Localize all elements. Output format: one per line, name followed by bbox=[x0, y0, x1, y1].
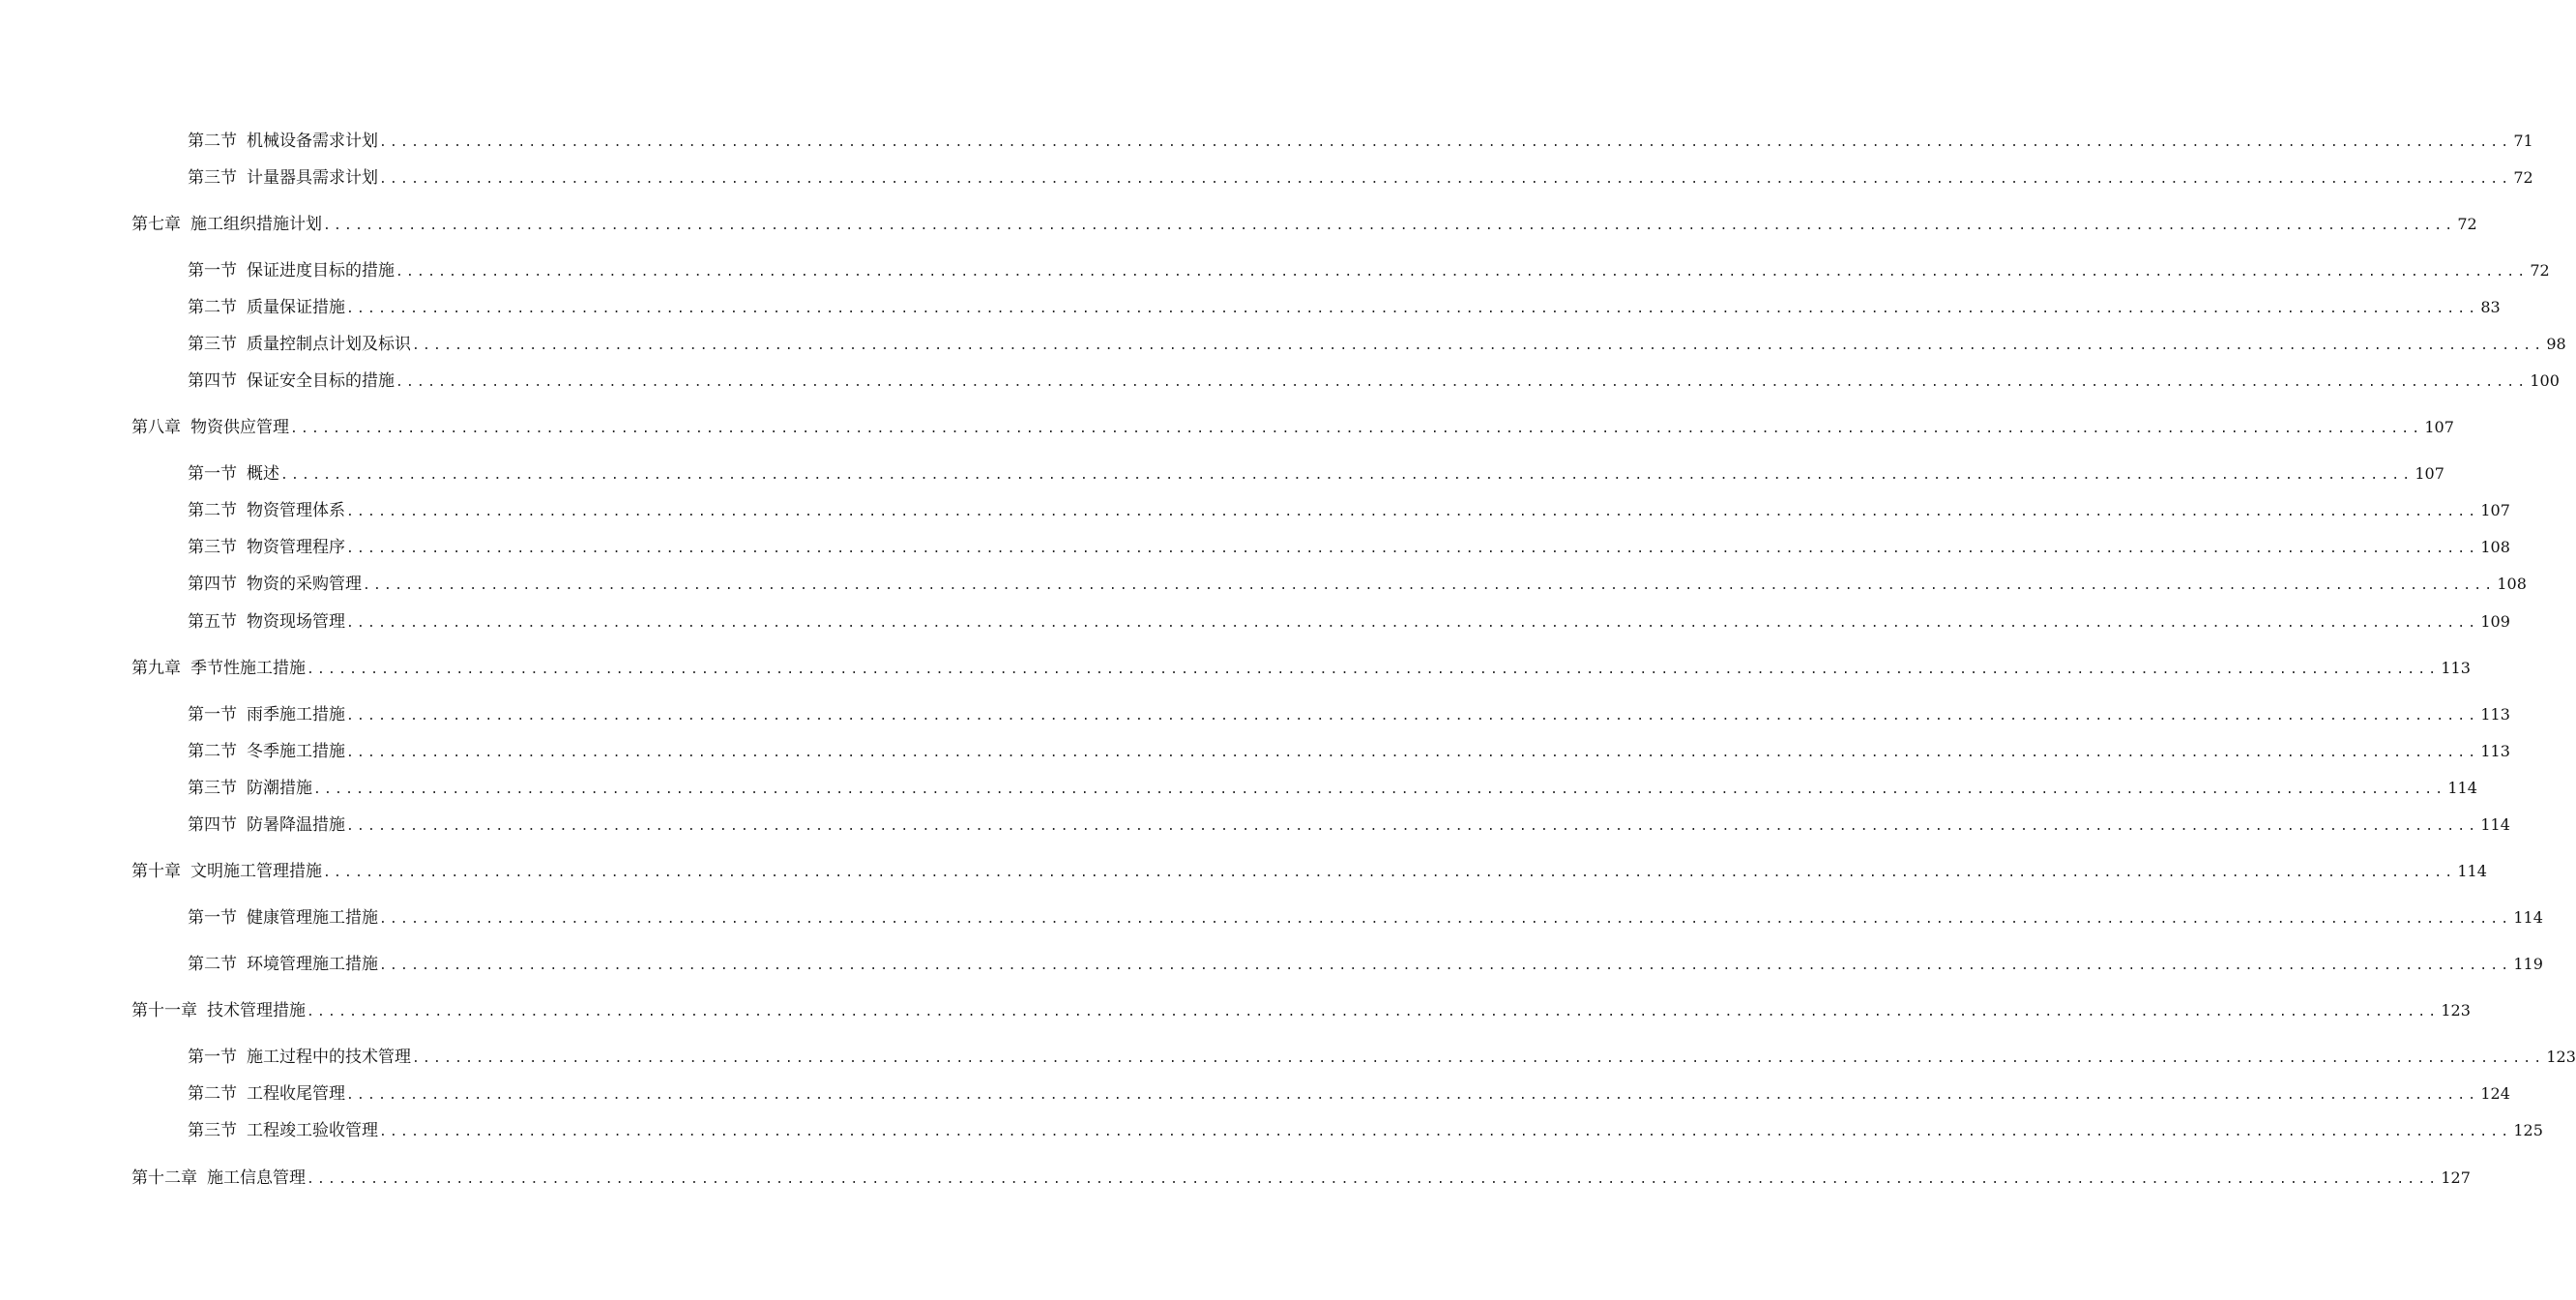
entry-title: 机械设备需求计划 bbox=[247, 132, 378, 151]
entry-title: 保证进度目标的措施 bbox=[247, 261, 395, 281]
toc-chapter-entry[interactable] bbox=[132, 1167, 2471, 1190]
toc-section-entry[interactable] bbox=[188, 1046, 2576, 1069]
toc-section-entry[interactable] bbox=[188, 906, 2543, 930]
page-number: 113 bbox=[2480, 705, 2510, 724]
page-number: 123 bbox=[2546, 1048, 2576, 1066]
entry-number-label: 第五节 bbox=[188, 612, 237, 632]
entry-number-label: 第二节 bbox=[188, 955, 237, 974]
entry-number-label: 第二节 bbox=[188, 501, 237, 520]
dot-leader: ........................................................................................................................................................................................................ bbox=[290, 422, 2423, 436]
dot-leader: ........................................................................................................................................................................................................ bbox=[346, 746, 2479, 760]
dot-leader: ........................................................................................................................................................................................................ bbox=[323, 866, 2456, 880]
entry-number-label: 第十二章 bbox=[132, 1168, 197, 1188]
entry-number-label: 第四节 bbox=[188, 575, 237, 594]
entry-number-label: 第十章 bbox=[132, 862, 181, 881]
toc-section-entry[interactable] bbox=[188, 462, 2444, 486]
entry-title: 施工信息管理 bbox=[207, 1168, 306, 1188]
page-number: 107 bbox=[2480, 501, 2510, 519]
page-number: 72 bbox=[2513, 168, 2533, 187]
entry-number-label: 第一节 bbox=[188, 464, 237, 484]
toc-section-entry[interactable] bbox=[188, 1119, 2543, 1142]
toc-chapter-entry[interactable] bbox=[132, 416, 2454, 439]
entry-number-label: 第三节 bbox=[188, 779, 237, 798]
page-number: 107 bbox=[2424, 418, 2454, 436]
dot-leader: ........................................................................................................................................................................................................ bbox=[307, 663, 2440, 677]
page-number: 72 bbox=[2457, 215, 2477, 233]
toc-section-entry[interactable] bbox=[188, 130, 2533, 153]
entry-title: 计量器具需求计划 bbox=[247, 168, 378, 188]
entry-number-label: 第二节 bbox=[188, 298, 237, 317]
entry-number-label: 第八章 bbox=[132, 418, 181, 437]
entry-number-label: 第九章 bbox=[132, 659, 181, 678]
toc-section-entry[interactable] bbox=[188, 369, 2560, 393]
entry-title: 季节性施工措施 bbox=[190, 659, 306, 678]
entry-title: 技术管理措施 bbox=[207, 1001, 306, 1020]
page-number: 114 bbox=[2447, 779, 2477, 797]
dot-leader: ........................................................................................................................................................................................................ bbox=[395, 265, 2529, 280]
entry-title: 物资的采购管理 bbox=[247, 575, 362, 594]
entry-title: 物资供应管理 bbox=[190, 418, 289, 437]
page-number: 109 bbox=[2480, 612, 2510, 631]
dot-leader: ........................................................................................................................................................................................................ bbox=[346, 819, 2479, 834]
entry-title: 防暑降温措施 bbox=[247, 815, 345, 835]
page-number: 123 bbox=[2441, 1001, 2471, 1019]
entry-number-label: 第二节 bbox=[188, 132, 237, 151]
toc-section-entry[interactable] bbox=[188, 610, 2510, 634]
entry-number-label: 第三节 bbox=[188, 335, 237, 354]
dot-leader: ........................................................................................................................................................................................................ bbox=[379, 959, 2512, 973]
entry-title: 质量控制点计划及标识 bbox=[247, 335, 411, 354]
entry-title: 环境管理施工措施 bbox=[247, 955, 378, 974]
page-number: 107 bbox=[2415, 464, 2444, 483]
toc-chapter-entry[interactable] bbox=[132, 860, 2487, 883]
entry-number-label: 第一节 bbox=[188, 1048, 237, 1067]
entry-number-label: 第七章 bbox=[132, 215, 181, 234]
dot-leader: ........................................................................................................................................................................................................ bbox=[412, 339, 2545, 353]
page-number: 114 bbox=[2480, 815, 2510, 834]
entry-title: 施工过程中的技术管理 bbox=[247, 1048, 411, 1067]
entry-title: 施工组织措施计划 bbox=[190, 215, 322, 234]
entry-number-label: 第一节 bbox=[188, 261, 237, 281]
dot-leader: ........................................................................................................................................................................................................ bbox=[313, 783, 2446, 797]
page-number: 125 bbox=[2513, 1121, 2543, 1139]
page-number: 71 bbox=[2513, 132, 2533, 150]
dot-leader: ........................................................................................................................................................................................................ bbox=[346, 1088, 2479, 1103]
page-number: 124 bbox=[2480, 1084, 2510, 1103]
entry-number-label: 第四节 bbox=[188, 815, 237, 835]
entry-number-label: 第二节 bbox=[188, 742, 237, 761]
page-number: 119 bbox=[2513, 955, 2543, 973]
dot-leader: ........................................................................................................................................................................................................ bbox=[379, 172, 2512, 187]
dot-leader: ........................................................................................................................................................................................................ bbox=[323, 219, 2456, 233]
entry-number-label: 第一节 bbox=[188, 705, 237, 724]
entry-title: 保证安全目标的措施 bbox=[247, 371, 395, 391]
dot-leader: ........................................................................................................................................................................................................ bbox=[379, 1125, 2512, 1139]
toc-section-entry[interactable] bbox=[188, 953, 2543, 976]
page-number: 98 bbox=[2546, 335, 2566, 353]
entry-title: 冬季施工措施 bbox=[247, 742, 345, 761]
entry-title: 工程竣工验收管理 bbox=[247, 1121, 378, 1140]
toc-section-entry[interactable] bbox=[188, 333, 2566, 356]
page-number: 83 bbox=[2480, 298, 2501, 316]
entry-title: 工程收尾管理 bbox=[247, 1084, 345, 1104]
toc-section-entry[interactable] bbox=[188, 1082, 2510, 1106]
toc-section-entry[interactable] bbox=[188, 166, 2533, 190]
entry-number-label: 第三节 bbox=[188, 168, 237, 188]
dot-leader: ........................................................................................................................................................................................................ bbox=[346, 709, 2479, 724]
page-number: 100 bbox=[2530, 371, 2560, 390]
dot-leader: ........................................................................................................................................................................................................ bbox=[307, 1005, 2440, 1019]
toc-section-entry[interactable] bbox=[188, 813, 2510, 837]
page-number: 114 bbox=[2457, 862, 2487, 880]
toc-section-entry[interactable] bbox=[188, 296, 2501, 319]
page-number: 72 bbox=[2530, 261, 2550, 280]
dot-leader: ........................................................................................................................................................................................................ bbox=[280, 468, 2414, 483]
toc-section-entry[interactable] bbox=[188, 777, 2477, 800]
dot-leader: ........................................................................................................................................................................................................ bbox=[379, 135, 2512, 150]
page-number: 127 bbox=[2441, 1168, 2471, 1187]
dot-leader: ........................................................................................................................................................................................................ bbox=[363, 578, 2496, 593]
entry-title: 文明施工管理措施 bbox=[190, 862, 322, 881]
entry-number-label: 第一节 bbox=[188, 908, 237, 928]
toc-section-entry[interactable] bbox=[188, 703, 2510, 726]
entry-number-label: 第三节 bbox=[188, 1121, 237, 1140]
dot-leader: ........................................................................................................................................................................................................ bbox=[346, 616, 2479, 631]
toc-chapter-entry[interactable] bbox=[132, 999, 2471, 1022]
dot-leader: ........................................................................................................................................................................................................ bbox=[395, 375, 2529, 390]
toc-section-entry[interactable] bbox=[188, 573, 2527, 596]
entry-title: 物资管理程序 bbox=[247, 538, 345, 557]
entry-number-label: 第四节 bbox=[188, 371, 237, 391]
entry-title: 概述 bbox=[247, 464, 279, 484]
dot-leader: ........................................................................................................................................................................................................ bbox=[412, 1051, 2545, 1066]
entry-title: 雨季施工措施 bbox=[247, 705, 345, 724]
page-number: 108 bbox=[2497, 575, 2527, 593]
toc-section-entry[interactable] bbox=[188, 259, 2550, 282]
toc-section-entry[interactable] bbox=[188, 740, 2510, 763]
entry-title: 防潮措施 bbox=[247, 779, 312, 798]
page-number: 113 bbox=[2480, 742, 2510, 760]
dot-leader: ........................................................................................................................................................................................................ bbox=[346, 505, 2479, 519]
entry-title: 物资现场管理 bbox=[247, 612, 345, 632]
toc-chapter-entry[interactable] bbox=[132, 657, 2471, 680]
toc-section-entry[interactable] bbox=[188, 536, 2510, 559]
entry-number-label: 第二节 bbox=[188, 1084, 237, 1104]
dot-leader: ........................................................................................................................................................................................................ bbox=[346, 302, 2479, 316]
dot-leader: ........................................................................................................................................................................................................ bbox=[346, 542, 2479, 556]
dot-leader: ........................................................................................................................................................................................................ bbox=[379, 912, 2512, 927]
dot-leader: ........................................................................................................................................................................................................ bbox=[307, 1172, 2440, 1187]
entry-number-label: 第三节 bbox=[188, 538, 237, 557]
entry-number-label: 第十一章 bbox=[132, 1001, 197, 1020]
entry-title: 质量保证措施 bbox=[247, 298, 345, 317]
page-number: 113 bbox=[2441, 659, 2471, 677]
toc-chapter-entry[interactable] bbox=[132, 213, 2477, 236]
entry-title: 物资管理体系 bbox=[247, 501, 345, 520]
entry-title: 健康管理施工措施 bbox=[247, 908, 378, 928]
page-number: 108 bbox=[2480, 538, 2510, 556]
page-number: 114 bbox=[2513, 908, 2543, 927]
toc-section-entry[interactable] bbox=[188, 499, 2510, 522]
